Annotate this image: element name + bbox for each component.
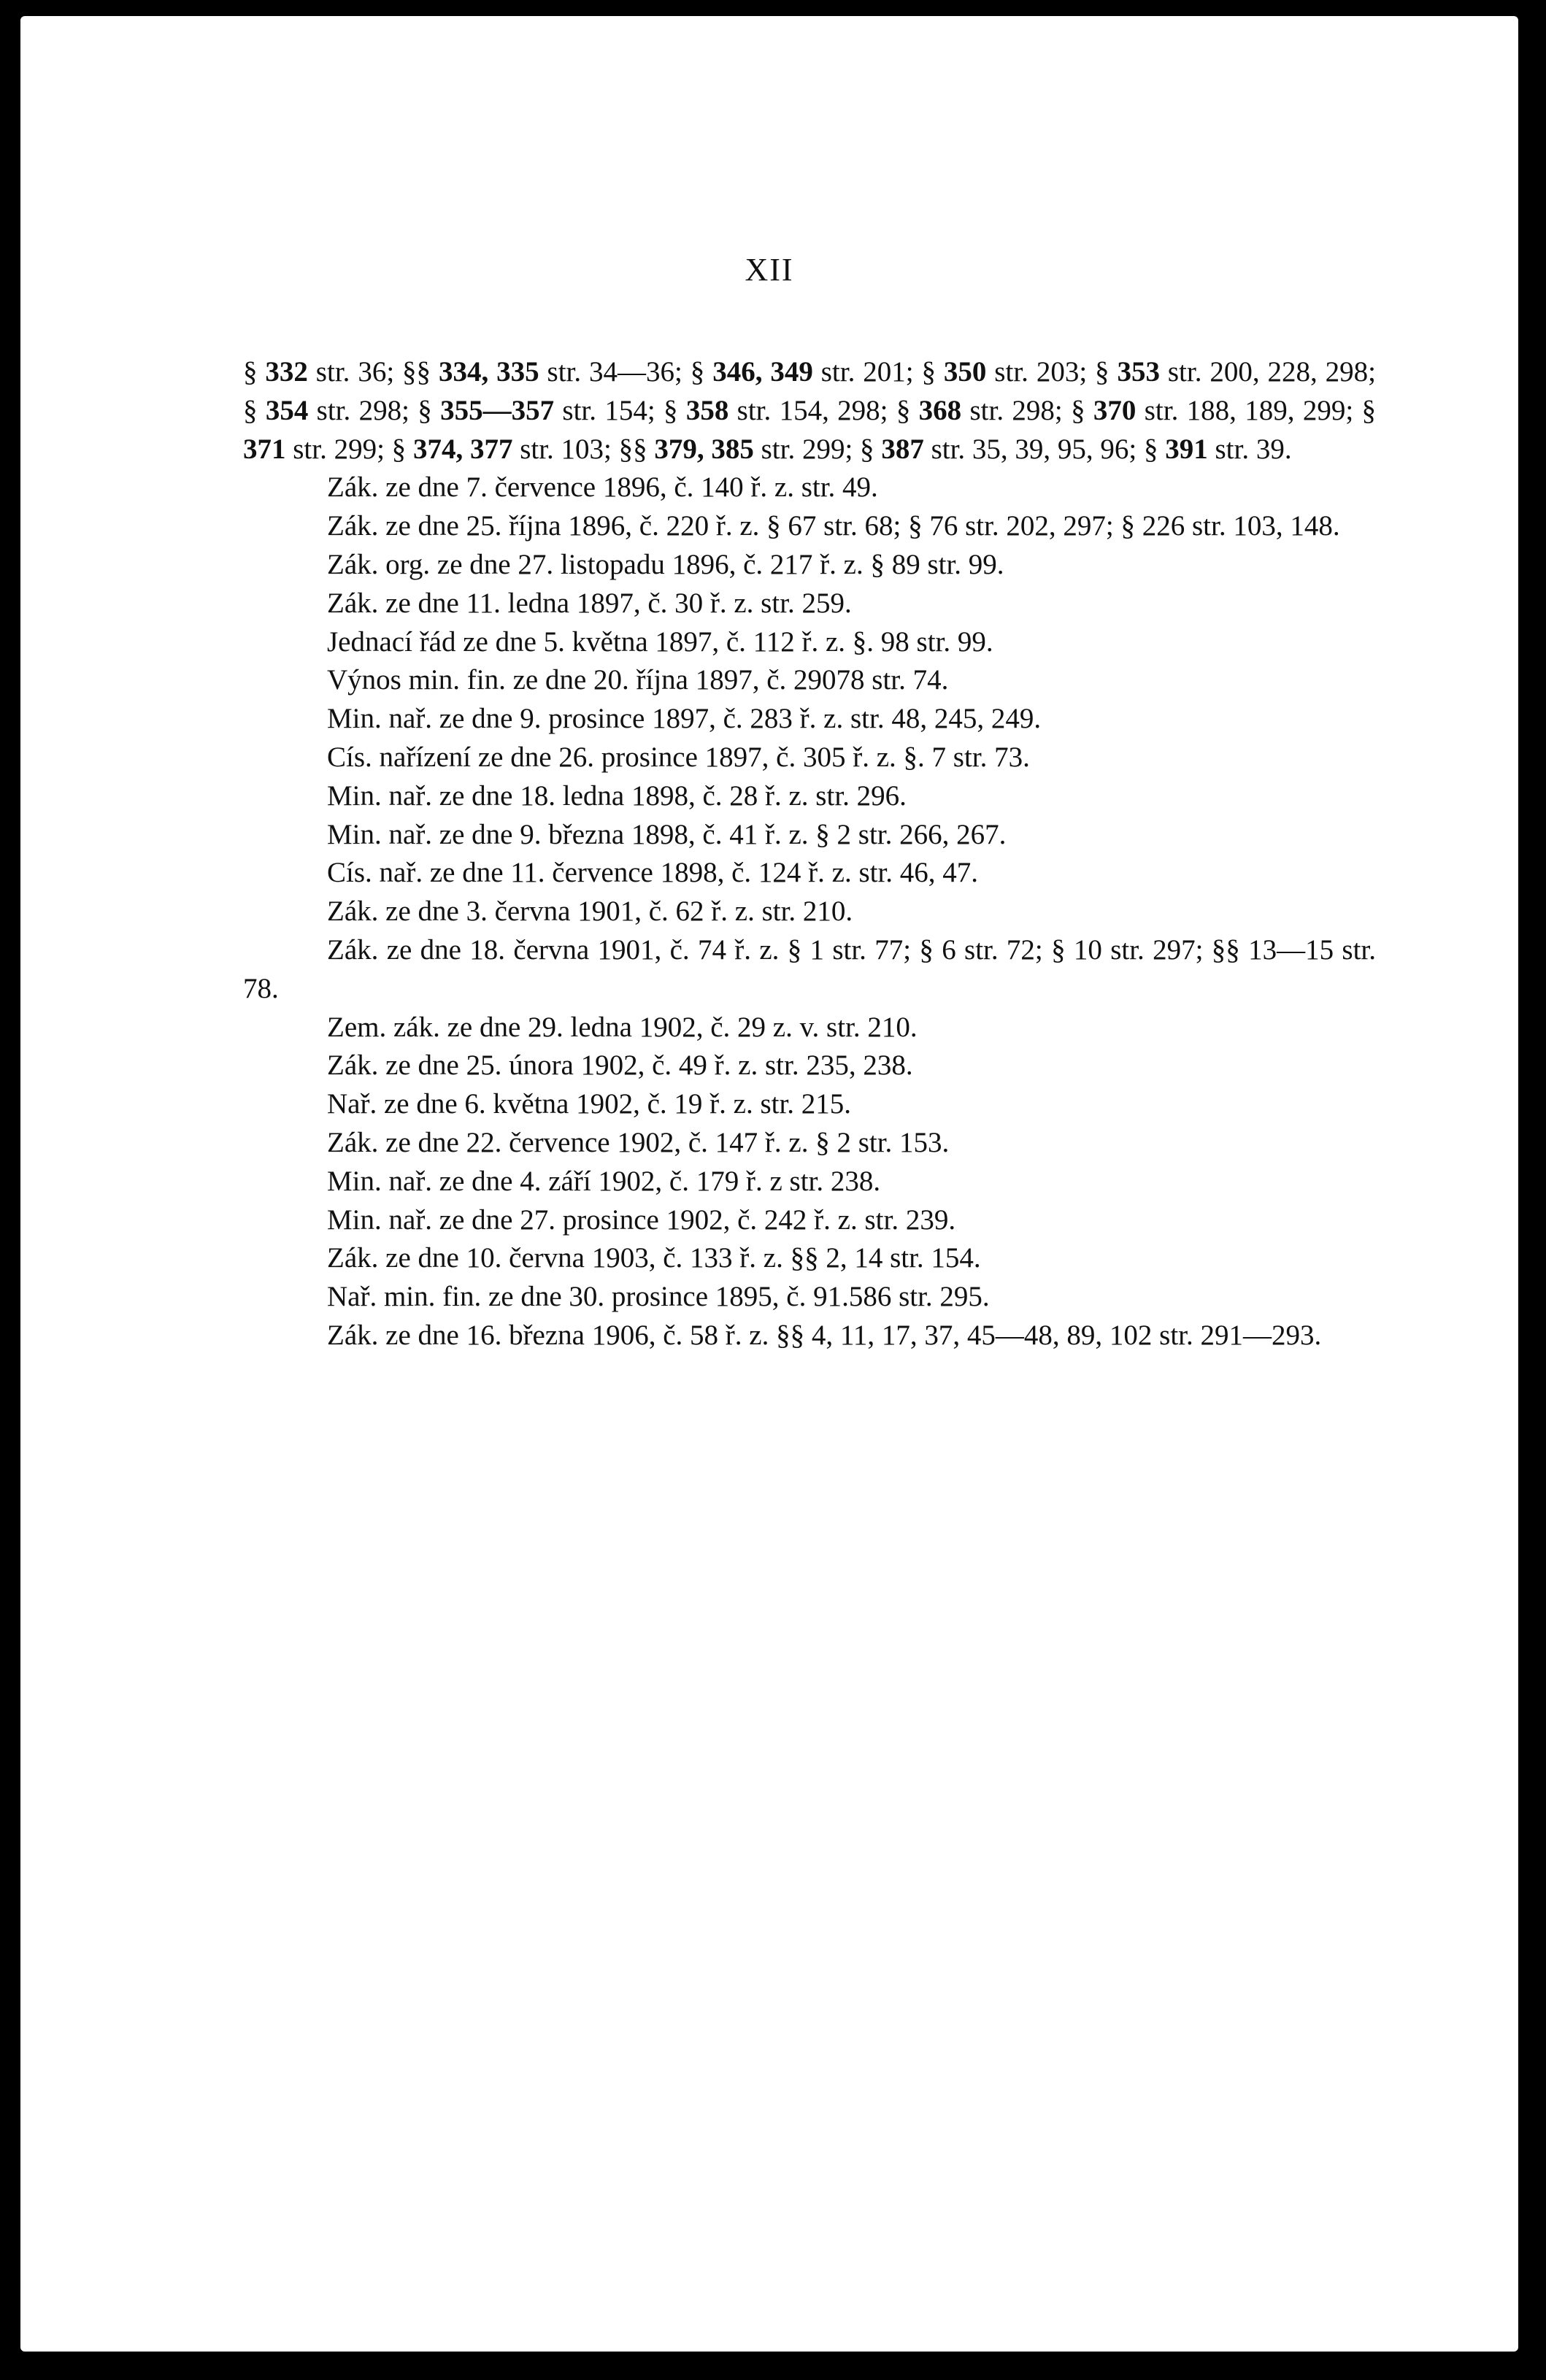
index-text	[243, 353, 1376, 1355]
index-entry: Nař. min. fin. ze dne 30. prosince 1895, č. 91.586 str. 295.	[327, 1281, 990, 1313]
intro-text: str. 203; §	[986, 356, 1118, 388]
index-entry: Zák. ze dne 10. června 1903, č. 133 ř. z. §§ 2, 14 str. 154.	[327, 1242, 981, 1274]
intro-paragraph	[243, 353, 1376, 469]
index-entry: Zák. ze dne 22. července 1902, č. 147 ř. z. § 2 str. 153.	[327, 1126, 950, 1158]
index-entry: Zák. ze dne 3. června 1901, č. 62 ř. z. str. 210.	[327, 896, 853, 928]
index-entry: Min. nař. ze dne 18. ledna 1898, č. 28 ř. z. str. 296.	[327, 779, 907, 812]
section-number: 355—357	[440, 394, 555, 426]
intro-text: §	[243, 356, 266, 388]
intro-text: str. 35, 39, 95, 96; §	[923, 433, 1166, 465]
section-number: 379, 385	[654, 433, 754, 465]
index-entry: Zák. ze dne 25. února 1902, č. 49 ř. z. str. 235, 238.	[327, 1050, 913, 1082]
section-number: 387	[881, 433, 924, 465]
intro-text: str. 154, 298; §	[728, 394, 919, 426]
intro-text: str. 34—36; §	[539, 356, 713, 388]
index-entry: Zák. ze dne 25. října 1896, č. 220 ř. z. § 67 str. 68; § 76 str. 202, 297; § 226 str. 103, 148.	[327, 510, 1340, 542]
section-number: 371	[243, 433, 286, 465]
section-number: 354	[265, 394, 309, 426]
intro-text: str. 39.	[1207, 433, 1292, 465]
index-entry: Zák. ze dne 18. června 1901, č. 74 ř. z. § 1 str. 77; § 6 str. 72; § 10 str. 297; §§ 13—15 str. 78.	[243, 933, 1376, 1004]
intro-text: str. 200, 228, 298; §	[243, 356, 1377, 426]
section-number: 346, 349	[712, 356, 813, 388]
entry-list	[243, 469, 1376, 1355]
index-entry: Zem. zák. ze dne 29. ledna 1902, č. 29 z. v. str. 210.	[327, 1011, 918, 1043]
index-entry: Cís. nař. ze dne 11. července 1898, č. 124 ř. z. str. 46, 47.	[327, 857, 979, 889]
intro-text: str. 36; §§	[307, 356, 439, 388]
page-number: XII	[745, 252, 794, 288]
section-number: 350	[943, 356, 987, 388]
index-entry: Min. nař. ze dne 9. března 1898, č. 41 ř. z. § 2 str. 266, 267.	[327, 818, 1007, 850]
index-entry: Zák. ze dne 16. března 1906, č. 58 ř. z. §§ 4, 11, 17, 37, 45—48, 89, 102 str. 291—293.	[327, 1319, 1322, 1351]
section-number: 370	[1093, 394, 1137, 426]
index-entry: Jednací řád ze dne 5. května 1897, č. 112 ř. z. §. 98 str. 99.	[327, 625, 993, 658]
book-page	[20, 16, 1518, 2352]
intro-text: str. 298; §	[308, 394, 441, 426]
index-entry: Zák. ze dne 7. července 1896, č. 140 ř. z. str. 49.	[327, 471, 878, 504]
section-number: 374, 377	[412, 433, 513, 465]
index-entry: Cís. nařízení ze dne 26. prosince 1897, č. 305 ř. z. §. 7 str. 73.	[327, 741, 1030, 773]
index-entry: Zák. org. ze dne 27. listopadu 1896, č. 217 ř. z. § 89 str. 99.	[327, 548, 1004, 580]
index-entry: Nař. ze dne 6. května 1902, č. 19 ř. z. str. 215.	[327, 1088, 852, 1120]
intro-text: str. 103; §§	[512, 433, 655, 465]
intro-text: str. 299; §	[753, 433, 882, 465]
index-entry: Min. nař. ze dne 27. prosince 1902, č. 242 ř. z. str. 239.	[327, 1204, 956, 1236]
index-entry: Zák. ze dne 11. ledna 1897, č. 30 ř. z. str. 259.	[327, 587, 852, 619]
intro-text: str. 299; §	[285, 433, 413, 465]
section-number: 358	[685, 394, 729, 426]
intro-text: str. 201; §	[812, 356, 944, 388]
index-entry: Min. nař. ze dne 9. prosince 1897, č. 283 ř. z. str. 48, 245, 249.	[327, 703, 1042, 735]
index-entry: Min. nař. ze dne 4. září 1902, č. 179 ř. z str. 238.	[327, 1165, 881, 1197]
section-number: 353	[1117, 356, 1160, 388]
section-number: 332	[265, 356, 308, 388]
intro-text: str. 154; §	[554, 394, 686, 426]
section-number: 334, 335	[438, 356, 539, 388]
index-entry: Výnos min. fin. ze dne 20. října 1897, č. 29078 str. 74.	[327, 664, 949, 696]
intro-text: str. 298; §	[961, 394, 1093, 426]
section-number: 368	[918, 394, 962, 426]
section-number: 391	[1165, 433, 1208, 465]
intro-text: str. 188, 189, 299; §	[1136, 394, 1376, 426]
